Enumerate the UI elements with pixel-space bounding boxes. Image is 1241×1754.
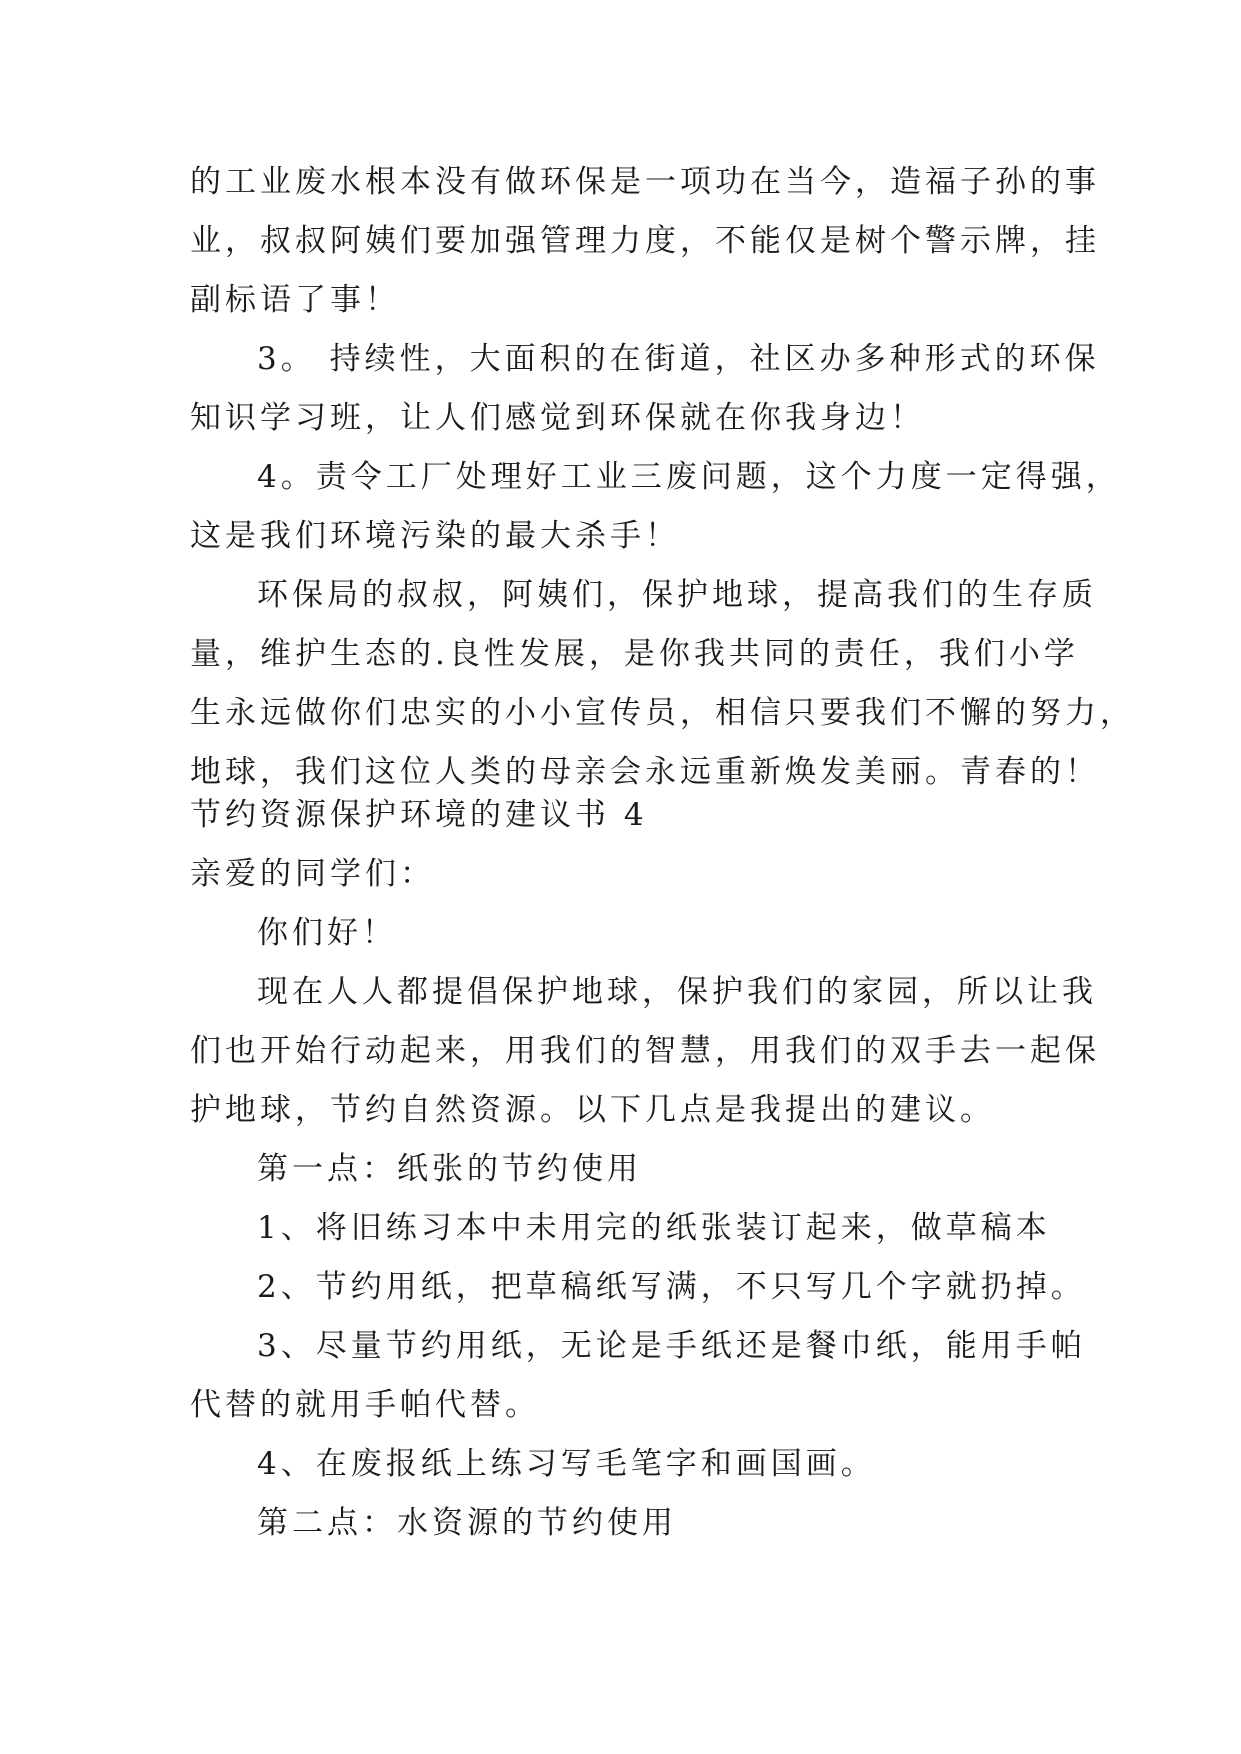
paragraph-line: 地球，我们这位人类的母亲会永远重新焕发美丽。青春的！ [190,754,1100,790]
paragraph-line: 生永远做你们忠实的小小宣传员，相信只要我们不懈的努力， [190,695,1135,731]
paragraph-line: 4。责令工厂处理好工业三废问题，这个力度一定得强， [257,459,1121,495]
paragraph-line: 环保局的叔叔，阿姨们，保护地球，提高我们的生存质 [257,577,1097,613]
paragraph-line: 们也开始行动起来，用我们的智慧，用我们的双手去一起保 [190,1033,1100,1069]
document-body [190,163,1135,1543]
paragraph-line: 3。 持续性，大面积的在街道，社区办多种形式的环保 [257,341,1100,377]
paragraph-line: 知识学习班，让人们感觉到环保就在你我身边！ [190,400,925,436]
paragraph-line: 副标语了事！ [190,282,400,318]
point-heading: 第二点：水资源的节约使用 [257,1505,677,1541]
list-item: 1、将旧练习本中未用完的纸张装订起来，做草稿本 [257,1210,1051,1246]
salutation: 亲爱的同学们： [190,856,435,892]
list-item: 4、在废报纸上练习写毛笔字和画国画。 [257,1446,876,1482]
paragraph-line: 量，维护生态的.良性发展，是你我共同的责任，我们小学 [190,636,1079,672]
list-item: 3、尽量节约用纸，无论是手纸还是餐巾纸，能用手帕 [257,1328,1086,1364]
greeting: 你们好！ [257,915,397,951]
paragraph-line: 的工业废水根本没有做环保是一项功在当今，造福子孙的事 [190,164,1100,200]
paragraph-line: 业，叔叔阿姨们要加强管理力度，不能仅是树个警示牌，挂 [190,223,1100,259]
point-heading: 第一点：纸张的节约使用 [257,1151,642,1187]
paragraph-line: 代替的就用手帕代替。 [190,1387,540,1423]
paragraph-line: 护地球，节约自然资源。以下几点是我提出的建议。 [190,1092,995,1128]
section-heading: 节约资源保护环境的建议书 4 [190,797,648,833]
paragraph-line: 这是我们环境污染的最大杀手！ [190,518,680,554]
list-item: 2、节约用纸，把草稿纸写满，不只写几个字就扔掉。 [257,1269,1086,1305]
paragraph-line: 现在人人都提倡保护地球，保护我们的家园，所以让我 [257,974,1097,1010]
